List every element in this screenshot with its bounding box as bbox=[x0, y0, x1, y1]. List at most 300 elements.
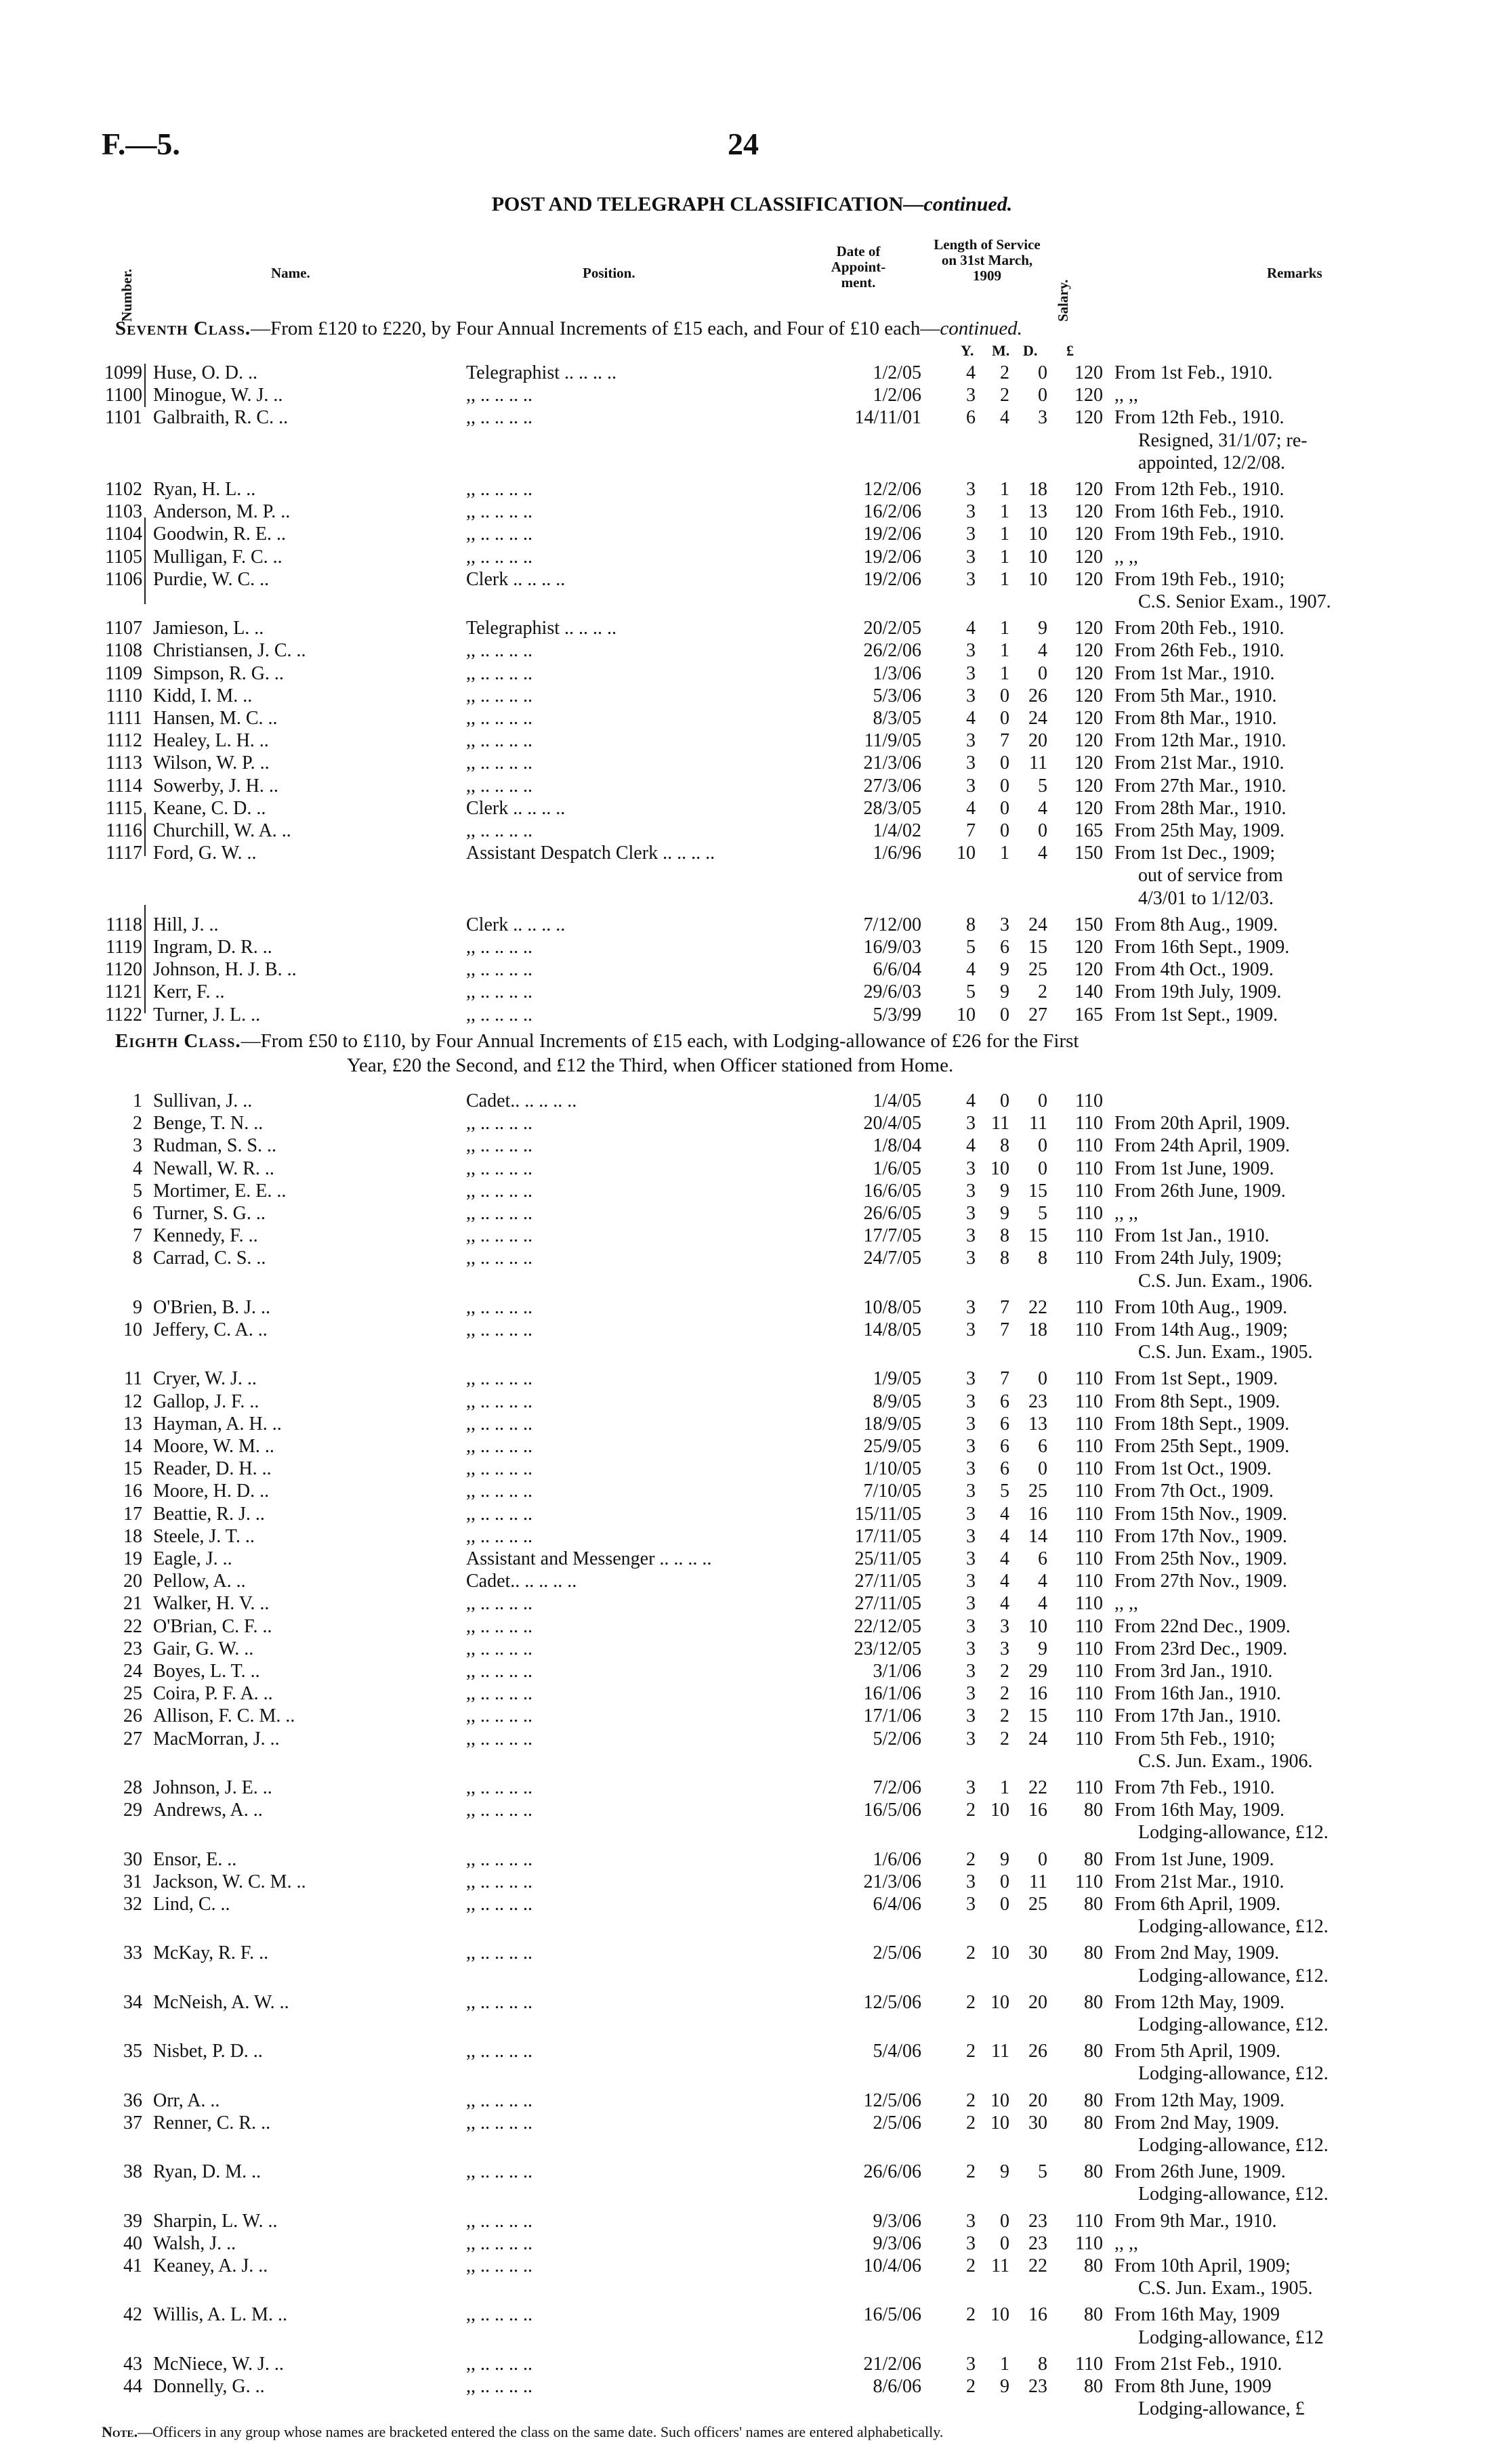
remark-text: From 1st Oct., 1909. bbox=[1114, 1458, 1272, 1480]
row-name: Andrews, A. .. bbox=[153, 1800, 263, 1821]
row-appointment-date: 2/5/06 bbox=[873, 2112, 921, 2133]
row-salary: 80 bbox=[1084, 2304, 1103, 2326]
row-years: 3 bbox=[966, 1390, 976, 1412]
row-number: 9 bbox=[133, 1296, 142, 1318]
row-name: Sullivan, J. .. bbox=[153, 1090, 253, 1111]
row-appointment-date: 1/9/05 bbox=[873, 1368, 921, 1390]
row-months: 10 bbox=[990, 1157, 1009, 1179]
row-position: ,, .. .. .. .. bbox=[466, 1871, 532, 1892]
row-position: ,, .. .. .. .. bbox=[466, 1638, 532, 1659]
row-position: ,, .. .. .. .. bbox=[466, 1894, 532, 1915]
row-number: 33 bbox=[123, 1942, 142, 1964]
row-appointment-date: 6/4/06 bbox=[873, 1894, 921, 1915]
row-years: 3 bbox=[966, 568, 976, 590]
row-days: 26 bbox=[1028, 685, 1047, 706]
page-number: 24 bbox=[728, 127, 759, 161]
row-name: Willis, A. L. M. .. bbox=[153, 2304, 287, 2326]
row-years: 2 bbox=[966, 1942, 976, 1964]
row-number: 1101 bbox=[105, 407, 142, 429]
row-number: 1107 bbox=[105, 618, 142, 639]
row-number: 24 bbox=[123, 1661, 142, 1682]
row-remark-line bbox=[0, 1248, 1504, 1269]
row-years: 3 bbox=[966, 1503, 976, 1525]
row-days: 18 bbox=[1028, 479, 1047, 500]
remark-text: From 19th Feb., 1910; bbox=[1114, 568, 1285, 590]
row-days: 15 bbox=[1028, 1225, 1047, 1247]
row-position: ,, .. .. .. .. bbox=[466, 1203, 532, 1224]
row-position: ,, .. .. .. .. bbox=[466, 1225, 532, 1247]
row-appointment-date: 18/9/05 bbox=[863, 1413, 921, 1435]
row-appointment-date: 27/11/05 bbox=[854, 1593, 921, 1615]
row-years: 3 bbox=[966, 640, 976, 662]
row-years: 3 bbox=[966, 479, 976, 500]
row-salary: 165 bbox=[1074, 1004, 1103, 1025]
row-remark-line bbox=[0, 2184, 1504, 2205]
remark-text: From 12th Mar., 1910. bbox=[1114, 730, 1287, 752]
row-salary: 110 bbox=[1075, 1525, 1103, 1547]
row-salary: 120 bbox=[1074, 640, 1103, 662]
row-name: Keane, C. D. .. bbox=[153, 797, 266, 819]
row-position: ,, .. .. .. .. bbox=[466, 2304, 532, 2326]
row-years: 3 bbox=[966, 501, 976, 523]
row-appointment-date: 19/2/06 bbox=[863, 546, 921, 568]
row-salary: 110 bbox=[1075, 1548, 1103, 1569]
row-remark-line bbox=[0, 385, 1504, 406]
remark-text: From 1st Mar., 1910. bbox=[1114, 662, 1275, 684]
row-days: 2 bbox=[1038, 981, 1047, 1003]
row-days: 18 bbox=[1028, 1319, 1047, 1340]
row-salary: 110 bbox=[1075, 1225, 1103, 1247]
row-months: 6 bbox=[1000, 937, 1009, 958]
row-position: ,, .. .. .. .. bbox=[466, 1319, 532, 1340]
row-salary: 110 bbox=[1075, 1683, 1103, 1705]
row-months: 11 bbox=[991, 2255, 1009, 2276]
row-appointment-date: 5/2/06 bbox=[873, 1728, 921, 1749]
row-remark-line bbox=[0, 1297, 1504, 1319]
row-years: 3 bbox=[966, 385, 976, 406]
remark-text: From 12th May, 1909. bbox=[1114, 2089, 1284, 2111]
row-position: ,, .. .. .. .. bbox=[466, 2376, 532, 2397]
row-days: 5 bbox=[1038, 2161, 1047, 2183]
remark-text: From 14th Aug., 1909; bbox=[1114, 1319, 1288, 1340]
row-months: 10 bbox=[990, 1800, 1009, 1821]
eighth-class-heading-cont: Year, £20 the Second, and £12 the Third, when Officer stationed from Home. bbox=[347, 1055, 954, 1076]
row-name: Hill, J. .. bbox=[153, 914, 219, 935]
row-name: Cryer, W. J. .. bbox=[153, 1368, 257, 1390]
remark-text: out of service from bbox=[1138, 865, 1283, 887]
row-appointment-date: 28/3/05 bbox=[863, 797, 921, 819]
row-months: 0 bbox=[1000, 1894, 1009, 1915]
row-name: Anderson, M. P. .. bbox=[153, 501, 291, 523]
row-remark-line bbox=[0, 1526, 1504, 1548]
row-months: 0 bbox=[1000, 775, 1009, 796]
row-days: 15 bbox=[1028, 1705, 1047, 1727]
row-years: 3 bbox=[966, 685, 976, 706]
remark-text: C.S. Jun. Exam., 1906. bbox=[1138, 1270, 1313, 1292]
row-salary: 140 bbox=[1074, 981, 1103, 1003]
row-days: 23 bbox=[1028, 2232, 1047, 2254]
row-appointment-date: 1/2/06 bbox=[873, 385, 921, 406]
row-years: 3 bbox=[966, 1203, 976, 1224]
row-appointment-date: 20/2/05 bbox=[863, 618, 921, 639]
title-text: POST AND TELEGRAPH CLASSIFICATION bbox=[491, 193, 904, 215]
row-years: 3 bbox=[966, 1705, 976, 1727]
row-months: 10 bbox=[990, 2112, 1009, 2133]
row-number: 43 bbox=[123, 2353, 142, 2375]
row-salary: 110 bbox=[1075, 1157, 1103, 1179]
row-years: 3 bbox=[966, 1180, 976, 1202]
row-years: 6 bbox=[966, 407, 976, 429]
row-months: 2 bbox=[1000, 385, 1009, 406]
row-remark-line bbox=[0, 2233, 1504, 2255]
row-appointment-date: 12/2/06 bbox=[863, 479, 921, 500]
row-salary: 110 bbox=[1075, 1777, 1103, 1798]
row-years: 3 bbox=[966, 1248, 976, 1269]
remark-text: ,, ,, bbox=[1114, 1593, 1138, 1615]
row-salary: 120 bbox=[1074, 752, 1103, 774]
class-name: Eighth Class. bbox=[115, 1030, 241, 1052]
row-months: 10 bbox=[990, 2304, 1009, 2326]
row-number: 38 bbox=[123, 2161, 142, 2183]
col-header-date: Date of Appoint-ment. bbox=[831, 243, 886, 291]
row-position: ,, .. .. .. .. bbox=[466, 1728, 532, 1749]
col-header-salary: Salary. bbox=[1055, 279, 1071, 322]
row-salary: 110 bbox=[1075, 1593, 1103, 1615]
row-remark-line bbox=[0, 1683, 1504, 1705]
row-months: 1 bbox=[1000, 843, 1009, 864]
row-salary: 120 bbox=[1074, 797, 1103, 819]
row-name: Wilson, W. P. .. bbox=[153, 752, 270, 774]
row-remark-line bbox=[0, 479, 1504, 501]
row-position: ,, .. .. .. .. bbox=[466, 1368, 532, 1390]
row-months: 0 bbox=[1000, 708, 1009, 729]
row-days: 11 bbox=[1029, 752, 1047, 774]
row-appointment-date: 8/6/06 bbox=[873, 2376, 921, 2397]
row-remark-line bbox=[0, 1593, 1504, 1615]
remark-text: From 21st Mar., 1910. bbox=[1114, 752, 1284, 774]
row-remark-line bbox=[0, 1992, 1504, 2014]
remark-text: From 8th Aug., 1909. bbox=[1114, 914, 1278, 935]
row-years: 3 bbox=[966, 2210, 976, 2232]
row-number: 1120 bbox=[105, 959, 142, 981]
row-years: 2 bbox=[966, 2112, 976, 2133]
remark-text: From 17th Jan., 1910. bbox=[1114, 1705, 1281, 1727]
row-position: ,, .. .. .. .. bbox=[466, 407, 532, 429]
row-number: 39 bbox=[123, 2210, 142, 2232]
row-days: 25 bbox=[1028, 1481, 1047, 1502]
row-position: Cadet.. .. .. .. .. bbox=[466, 1571, 577, 1592]
row-appointment-date: 7/2/06 bbox=[873, 1777, 921, 1798]
row-years: 3 bbox=[966, 1296, 976, 1318]
row-name: Boyes, L. T. .. bbox=[153, 1661, 260, 1682]
row-remark-line bbox=[0, 730, 1504, 752]
row-appointment-date: 26/2/06 bbox=[863, 640, 921, 662]
row-appointment-date: 14/11/01 bbox=[854, 407, 921, 429]
row-days: 22 bbox=[1028, 1777, 1047, 1798]
remark-text: ,, ,, bbox=[1114, 1203, 1138, 1224]
row-years: 3 bbox=[966, 1548, 976, 1569]
row-position: ,, .. .. .. .. bbox=[466, 2089, 532, 2111]
remark-text: From 17th Nov., 1909. bbox=[1114, 1525, 1287, 1547]
row-number: 26 bbox=[123, 1705, 142, 1727]
row-number: 10 bbox=[123, 1319, 142, 1340]
row-number: 23 bbox=[123, 1638, 142, 1659]
row-days: 22 bbox=[1028, 2255, 1047, 2276]
row-name: McKay, R. F. .. bbox=[153, 1942, 269, 1964]
remark-text: From 26th June, 1909. bbox=[1114, 2161, 1286, 2183]
remark-text: Lodging-allowance, £12. bbox=[1138, 1916, 1329, 1938]
row-months: 9 bbox=[1000, 2376, 1009, 2397]
row-position: ,, .. .. .. .. bbox=[466, 981, 532, 1003]
row-position: ,, .. .. .. .. bbox=[466, 1113, 532, 1134]
row-remark-line bbox=[0, 2304, 1504, 2326]
row-remark-line bbox=[0, 1916, 1504, 1938]
row-name: O'Brien, B. J. .. bbox=[153, 1296, 271, 1318]
row-remark-line bbox=[0, 1271, 1504, 1292]
remark-text: From 16th Feb., 1910. bbox=[1114, 501, 1284, 523]
row-appointment-date: 10/4/06 bbox=[863, 2255, 921, 2276]
row-remark-line bbox=[0, 1616, 1504, 1638]
row-appointment-date: 16/9/03 bbox=[863, 937, 921, 958]
row-days: 0 bbox=[1038, 1135, 1047, 1157]
row-position: ,, .. .. .. .. bbox=[466, 640, 532, 662]
row-months: 3 bbox=[1000, 914, 1009, 935]
row-remark-line bbox=[0, 1777, 1504, 1799]
row-years: 7 bbox=[966, 820, 976, 841]
row-months: 10 bbox=[990, 1991, 1009, 2013]
row-years: 5 bbox=[966, 937, 976, 958]
row-salary: 80 bbox=[1084, 2255, 1103, 2276]
row-remark-line bbox=[0, 1894, 1504, 1915]
row-number: 11 bbox=[124, 1368, 142, 1390]
col-header-position: Position. bbox=[583, 265, 635, 281]
row-remark-line bbox=[0, 2211, 1504, 2232]
row-position: ,, .. .. .. .. bbox=[466, 1481, 532, 1502]
row-position: ,, .. .. .. .. bbox=[466, 1777, 532, 1798]
row-name: Moore, W. M. .. bbox=[153, 1436, 274, 1457]
row-months: 3 bbox=[1000, 1638, 1009, 1659]
row-months: 0 bbox=[1000, 752, 1009, 774]
row-remark-line bbox=[0, 524, 1504, 545]
row-remark-line bbox=[0, 1751, 1504, 1772]
class-name: Seventh Class. bbox=[115, 318, 251, 339]
row-name: Walker, H. V. .. bbox=[153, 1593, 270, 1615]
row-years: 4 bbox=[966, 797, 976, 819]
row-days: 15 bbox=[1028, 937, 1047, 958]
remark-text: From 27th Mar., 1910. bbox=[1114, 775, 1287, 796]
row-years: 2 bbox=[966, 2041, 976, 2062]
remark-text: From 1st June, 1909. bbox=[1114, 1157, 1274, 1179]
row-days: 25 bbox=[1028, 1894, 1047, 1915]
row-number: 41 bbox=[123, 2255, 142, 2276]
row-name: Johnson, H. J. B. .. bbox=[153, 959, 297, 981]
remark-text: appointed, 12/2/08. bbox=[1138, 452, 1285, 473]
row-position: ,, .. .. .. .. bbox=[466, 1413, 532, 1435]
row-months: 4 bbox=[1000, 407, 1009, 429]
row-position: ,, .. .. .. .. bbox=[466, 959, 532, 981]
row-months: 7 bbox=[1000, 1296, 1009, 1318]
row-days: 16 bbox=[1028, 1683, 1047, 1705]
row-name: Hansen, M. C. .. bbox=[153, 708, 278, 729]
row-salary: 110 bbox=[1075, 1503, 1103, 1525]
row-number: 1104 bbox=[105, 524, 142, 545]
row-name: Churchill, W. A. .. bbox=[153, 820, 291, 841]
row-days: 0 bbox=[1038, 1157, 1047, 1179]
remark-text: From 20th Feb., 1910. bbox=[1114, 618, 1284, 639]
row-position: ,, .. .. .. .. bbox=[466, 685, 532, 706]
row-days: 20 bbox=[1028, 2089, 1047, 2111]
row-years: 10 bbox=[957, 843, 976, 864]
row-years: 3 bbox=[966, 1413, 976, 1435]
row-remark-line bbox=[0, 1135, 1504, 1157]
remark-text: C.S. Jun. Exam., 1905. bbox=[1138, 1342, 1313, 1363]
remark-text: From 5th April, 1909. bbox=[1114, 2041, 1281, 2062]
row-position: Clerk .. .. .. .. bbox=[466, 797, 566, 819]
row-remark-line bbox=[0, 888, 1504, 910]
row-position: ,, .. .. .. .. bbox=[466, 708, 532, 729]
row-number: 1115 bbox=[106, 797, 142, 819]
row-number: 1116 bbox=[106, 820, 142, 841]
row-number: 1110 bbox=[106, 685, 142, 706]
col-header-name: Name. bbox=[271, 265, 310, 281]
row-position: ,, .. .. .. .. bbox=[466, 501, 532, 523]
row-days: 25 bbox=[1028, 959, 1047, 981]
row-name: Pellow, A. .. bbox=[153, 1571, 246, 1592]
row-remark-line bbox=[0, 937, 1504, 958]
row-name: Steele, J. T. .. bbox=[153, 1525, 255, 1547]
remark-text: From 28th Mar., 1910. bbox=[1114, 797, 1287, 819]
row-salary: 110 bbox=[1075, 1705, 1103, 1727]
row-appointment-date: 16/6/05 bbox=[863, 1180, 921, 1202]
row-number: 4 bbox=[133, 1157, 142, 1179]
row-salary: 120 bbox=[1074, 479, 1103, 500]
row-number: 28 bbox=[123, 1777, 142, 1798]
row-days: 10 bbox=[1028, 524, 1047, 545]
row-appointment-date: 17/11/05 bbox=[854, 1525, 921, 1547]
row-position: ,, .. .. .. .. bbox=[466, 730, 532, 752]
row-name: McNeish, A. W. .. bbox=[153, 1991, 289, 2013]
row-name: Minogue, W. J. .. bbox=[153, 385, 283, 406]
row-days: 15 bbox=[1028, 1180, 1047, 1202]
row-appointment-date: 26/6/05 bbox=[863, 1203, 921, 1224]
row-appointment-date: 27/3/06 bbox=[863, 775, 921, 796]
row-years: 3 bbox=[966, 1894, 976, 1915]
row-days: 0 bbox=[1038, 1090, 1047, 1111]
row-months: 2 bbox=[1000, 1705, 1009, 1727]
row-remark-line bbox=[0, 2135, 1504, 2157]
row-position: Clerk .. .. .. .. bbox=[466, 914, 566, 935]
row-name: Benge, T. N. .. bbox=[153, 1113, 264, 1134]
row-days: 10 bbox=[1028, 1615, 1047, 1637]
row-appointment-date: 27/11/05 bbox=[854, 1571, 921, 1592]
remark-text: Lodging-allowance, £12. bbox=[1138, 1965, 1329, 1987]
row-days: 29 bbox=[1028, 1661, 1047, 1682]
row-years: 2 bbox=[966, 2255, 976, 2276]
row-appointment-date: 1/3/06 bbox=[873, 662, 921, 684]
row-name: Kennedy, F. .. bbox=[153, 1225, 258, 1247]
row-name: Purdie, W. C. .. bbox=[153, 568, 270, 590]
row-number: 18 bbox=[123, 1525, 142, 1547]
row-remark-line bbox=[0, 618, 1504, 639]
remark-text: From 12th Feb., 1910. bbox=[1114, 479, 1284, 500]
row-name: Ryan, H. L. .. bbox=[153, 479, 256, 500]
row-number: 20 bbox=[123, 1571, 142, 1592]
row-salary: 110 bbox=[1075, 1481, 1103, 1502]
row-number: 1109 bbox=[105, 662, 142, 684]
remark-text: From 8th June, 1909 bbox=[1114, 2376, 1272, 2397]
row-months: 1 bbox=[1000, 2353, 1009, 2375]
row-salary: 120 bbox=[1074, 385, 1103, 406]
row-remark-line bbox=[0, 1504, 1504, 1525]
remark-text: From 10th April, 1909; bbox=[1114, 2255, 1291, 2276]
row-appointment-date: 1/4/02 bbox=[873, 820, 921, 841]
row-days: 30 bbox=[1028, 1942, 1047, 1964]
row-name: Christiansen, J. C. .. bbox=[153, 640, 306, 662]
row-appointment-date: 1/2/05 bbox=[873, 362, 921, 383]
row-appointment-date: 24/7/05 bbox=[863, 1248, 921, 1269]
row-remark-line bbox=[0, 1225, 1504, 1247]
remark-text: From 7th Feb., 1910. bbox=[1114, 1777, 1275, 1798]
row-name: Moore, H. D. .. bbox=[153, 1481, 270, 1502]
row-months: 7 bbox=[1000, 1319, 1009, 1340]
row-number: 22 bbox=[123, 1615, 142, 1637]
row-remark-line bbox=[0, 1800, 1504, 1821]
row-remark-line bbox=[0, 1728, 1504, 1750]
row-name: Walsh, J. .. bbox=[153, 2232, 236, 2254]
row-days: 4 bbox=[1038, 797, 1047, 819]
row-years: 10 bbox=[957, 1004, 976, 1025]
unit-days: D. bbox=[1023, 342, 1038, 359]
remark-text: From 2nd May, 1909. bbox=[1114, 1942, 1280, 1964]
row-remark-line bbox=[0, 2327, 1504, 2349]
row-position: ,, .. .. .. .. bbox=[466, 1248, 532, 1269]
row-months: 9 bbox=[1000, 2161, 1009, 2183]
remark-text: From 8th Sept., 1909. bbox=[1114, 1390, 1280, 1412]
row-remark-line bbox=[0, 959, 1504, 981]
row-remark-line bbox=[0, 2278, 1504, 2299]
row-position: ,, .. .. .. .. bbox=[466, 662, 532, 684]
row-days: 20 bbox=[1028, 1991, 1047, 2013]
row-remark-line bbox=[0, 1342, 1504, 1363]
row-remark-line bbox=[0, 865, 1504, 887]
row-appointment-date: 21/2/06 bbox=[863, 2353, 921, 2375]
row-position: ,, .. .. .. .. bbox=[466, 2161, 532, 2183]
row-position: ,, .. .. .. .. bbox=[466, 775, 532, 796]
remark-text: From 1st Sept., 1909. bbox=[1114, 1004, 1278, 1025]
row-salary: 165 bbox=[1074, 820, 1103, 841]
row-remark-line bbox=[0, 1871, 1504, 1893]
row-name: Healey, L. H. .. bbox=[153, 730, 269, 752]
row-days: 22 bbox=[1028, 1296, 1047, 1318]
table-row bbox=[0, 1090, 1504, 1112]
row-number: 31 bbox=[123, 1871, 142, 1892]
row-salary: 120 bbox=[1074, 618, 1103, 639]
row-years: 4 bbox=[966, 959, 976, 981]
remark-text: From 23rd Dec., 1909. bbox=[1114, 1638, 1288, 1659]
row-number: 19 bbox=[123, 1548, 142, 1569]
remark-text: C.S. Senior Exam., 1907. bbox=[1138, 591, 1331, 612]
row-months: 7 bbox=[1000, 730, 1009, 752]
row-position: ,, .. .. .. .. bbox=[466, 1004, 532, 1025]
row-years: 2 bbox=[966, 1800, 976, 1821]
row-remark-line bbox=[0, 1849, 1504, 1871]
row-remark-line bbox=[0, 1391, 1504, 1413]
remark-text: From 22nd Dec., 1909. bbox=[1114, 1615, 1291, 1637]
row-remark-line bbox=[0, 1548, 1504, 1570]
row-name: Reader, D. H. .. bbox=[153, 1458, 272, 1480]
row-name: Allison, F. C. M. .. bbox=[153, 1705, 295, 1727]
row-months: 11 bbox=[991, 2041, 1009, 2062]
